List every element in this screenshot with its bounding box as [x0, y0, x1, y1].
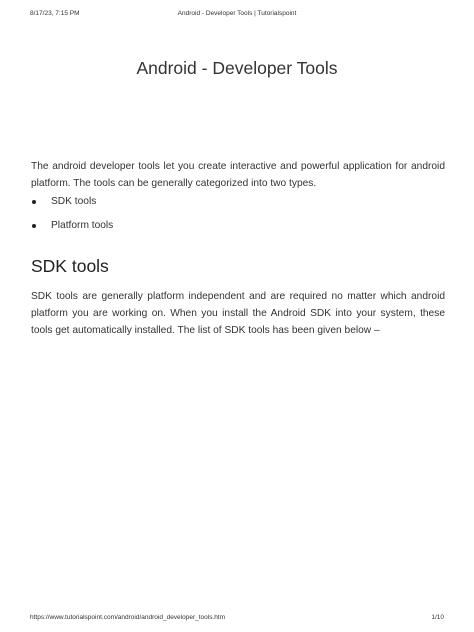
section-heading: SDK tools [31, 256, 109, 276]
page-title: Android - Developer Tools [136, 58, 338, 78]
print-datetime: 8/17/23, 7:15 PM [30, 10, 80, 17]
section-paragraph: SDK tools are generally platform independent and are required no matter which android platform you are working on. When you install the Android SDK into your system, these tools get automatically installed. The list of SDK tools has been given below – [31, 291, 445, 336]
print-tab-title: Android - Developer Tools | Tutorialspoint [177, 10, 297, 17]
page-number: 1/10 [431, 614, 444, 621]
bullet-icon [32, 200, 36, 204]
bullet-icon [32, 224, 36, 228]
list-item [31, 220, 113, 244]
print-url: https://www.tutorialspoint.com/android/android_developer_tools.htm [30, 614, 226, 621]
list-item-label: SDK tools [51, 196, 97, 207]
list-item-label: Platform tools [51, 220, 114, 231]
list-item [31, 196, 113, 220]
tool-types-list [31, 196, 113, 244]
intro-paragraph: The android developer tools let you create interactive and powerful application for android platform. The tools can be generally categorized into two types. [31, 161, 445, 189]
